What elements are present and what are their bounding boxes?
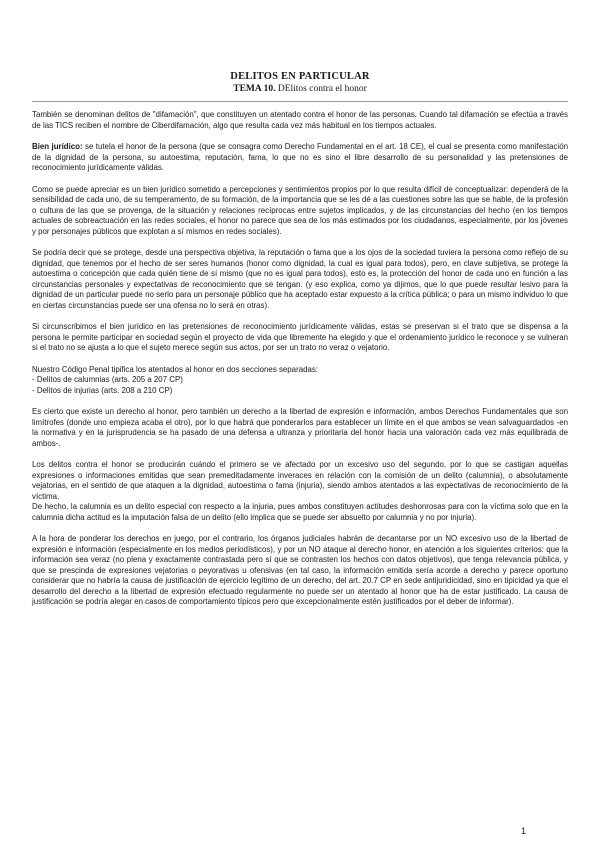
delitos-honor-text: Los delitos contra el honor se producirán cuándo el primero se ve afectado por un excesivo uso del segundo, por lo que se castigan aquellas expresiones o informaciones emitidas que sean premeditadamente inveraces en relación con la comisión de un delito (calumnia), o absolutamente vejatorias, en el sentido de que ataquen a la dignidad, autoestima o fama (injuria), siendo ambos atentados a las expectativas de reconocimiento de la víctima. bbox=[32, 460, 568, 501]
paragraph-intro: También se denominan delitos de "difamación", que constituyen un atentado contra el honor de las personas. Cuando tal difamación se efectúa a través de las TICS reciben el nombre de Ciberdifamación, algo que resulta cada vez más habitual en los tiempos actuales. bbox=[32, 110, 568, 130]
bien-juridico-text: se tutela el honor de la persona (que se consagra como Derecho Fundamental en el art. 18 CE), el cual se presenta como manifestación de la dignidad de la persona, su autoestima, reputación, fama, lo que no es sino el libre desarrollo de su personalidad y las pretensiones de reconocimiento jurídicamente válidas. bbox=[32, 142, 568, 172]
paragraph-ponderacion: A la hora de ponderar los derechos en juego, por el contrario, los órganos judiciales habrán de decantarse por un NO excesivo uso de la libertad de expresión e información (especialmente en los medios periodísticos), y por un NO ataque al derecho honor, en atención a los siguientes criterios: que la información sea veraz (no plena y exactamente contrastada pero sí que se contrasten los hechos con datos objetivos), que tenga relevancia pública, y que se prescinda de expresiones vejatorias o peyorativas u ofensivas (en tal caso, la información emitida sería acorde a derecho y parece oportuno considerar que no habría la causa de justificación de ejercicio legítimo de un derecho, del art. 20.7 CP en sede antijuridicidad, sino en tipicidad ya que el desarrollo del derecho a la libertad de expresión efectuado regularmente no puede ser un atentado al honor que ha de estar justificado. La causa de justificación se podría alegar en casos de comportamiento típicos pero que excepcionalmente estén justificados por el deber de informar). bbox=[32, 534, 568, 606]
paragraph-delitos-honor bbox=[32, 460, 568, 523]
page-number: 1 bbox=[520, 826, 526, 836]
subtitle-text: DElitos contra el honor bbox=[277, 84, 367, 94]
paragraph-pretensiones: Si circunscribimos el bien jurídico en las pretensiones de reconocimiento jurídicamente válidas, estas se preservan si el trato que se dispensa a la persona le permite participar en sociedad según el proyecto de vida que libremente ha elegido y que el ordenamiento jurídico le reconoce y se vulneran si el trato no se ajusta a lo que el sujeto merece según sus actos, por ser un trato no veraz o vejatorio. bbox=[32, 322, 568, 352]
document-title: DELITOS EN PARTICULAR bbox=[230, 71, 370, 82]
subtitle-label: TEMA 10. bbox=[233, 84, 276, 94]
document-subtitle bbox=[32, 83, 568, 95]
paragraph-codigo-penal bbox=[32, 365, 568, 397]
paragraph-bien-juridico bbox=[32, 142, 568, 174]
document-header bbox=[32, 70, 568, 95]
bien-juridico-lead: Bien jurídico: bbox=[32, 142, 83, 151]
calumnia-injuria-text: De hecho, la calumnia es un delito especial con respecto a la injuria, pues ambos constituyen actitudes deshonrosas para con la víctima solo que en la calumnia dicha actitud es la imputación falsa de un delito (ello implica que se puede ser absuelto por calumnia y no por injuria). bbox=[32, 502, 568, 522]
codigo-penal-intro: Nuestro Código Penal tipifica los atentados al honor en dos secciones separadas: bbox=[32, 364, 318, 374]
paragraph-conceptualizar: Como se puede apreciar es un bien jurídico sometido a percepciones y sentimientos propios por lo que resulta difícil de conceptualizar: dependerá de la sensibilidad de cada uno, de su temperamento, de su formación, de la importancia que se les dé a las cuestiones sobre las que se hable, de la profesión o cultura de las que se provenga, de la situación y relaciones recíprocas entre sujetos implicados, y de las circunstancias del hecho (en los tiempos actuales de sobreactuación en las redes sociales, el honor no parece que sea de los más estimados por los ciudadanos, especialmente, por los jóvenes y por personajes públicos que explotan a sí mismos en redes sociales). bbox=[32, 184, 568, 236]
list-item-injurias: - Delitos de injurias (arts. 208 a 210 CP) bbox=[32, 385, 173, 395]
paragraph-libertad-expresion: Es cierto que existe un derecho al honor, pero también un derecho a la libertad de expresión e información, ambos Derechos Fundamentales que son limítrofes (donde uno empieza acaba el otro), por lo que habrá que ponderarlos para establecer un límite en el que ambos se vean salvaguardados -en la normativa y en la jurisprudencia se ha pasado de una defensa a ultranza y prioritaria del honor hacia una valoración cada vez más equilibrada de ambos-. bbox=[32, 407, 568, 448]
header-divider bbox=[32, 101, 568, 102]
paragraph-perspectiva: Se podría decir que se protege, desde una perspectiva objetiva, la reputación o fama que a los ojos de la sociedad tuviera la persona como reflejo de su dignidad, que tenemos por el hecho de ser seres humanos (honor como dignidad, la cual es igual para todos), pero, en clave subjetiva, se protege la autoestima o concepción que cada quién tiene de sí mismo (que no es igual para todos), esto es, la protección del honor de cada uno en función a las circunstancias personales y expectativas de reconocimiento que se tengan. (y eso explica, como ya dijimos, que lo que puede resultar lesivo para la dignidad de un particular puede no serlo para un personaje público que ha aceptado estar expuesto a la crítica pública; o para un mismo individuo lo que en ciertas circunstancias puede ser una ofensa no lo será en otras). bbox=[32, 248, 568, 310]
list-item-calumnias: - Delitos de calumnias (arts. 205 a 207 CP) bbox=[32, 375, 183, 384]
